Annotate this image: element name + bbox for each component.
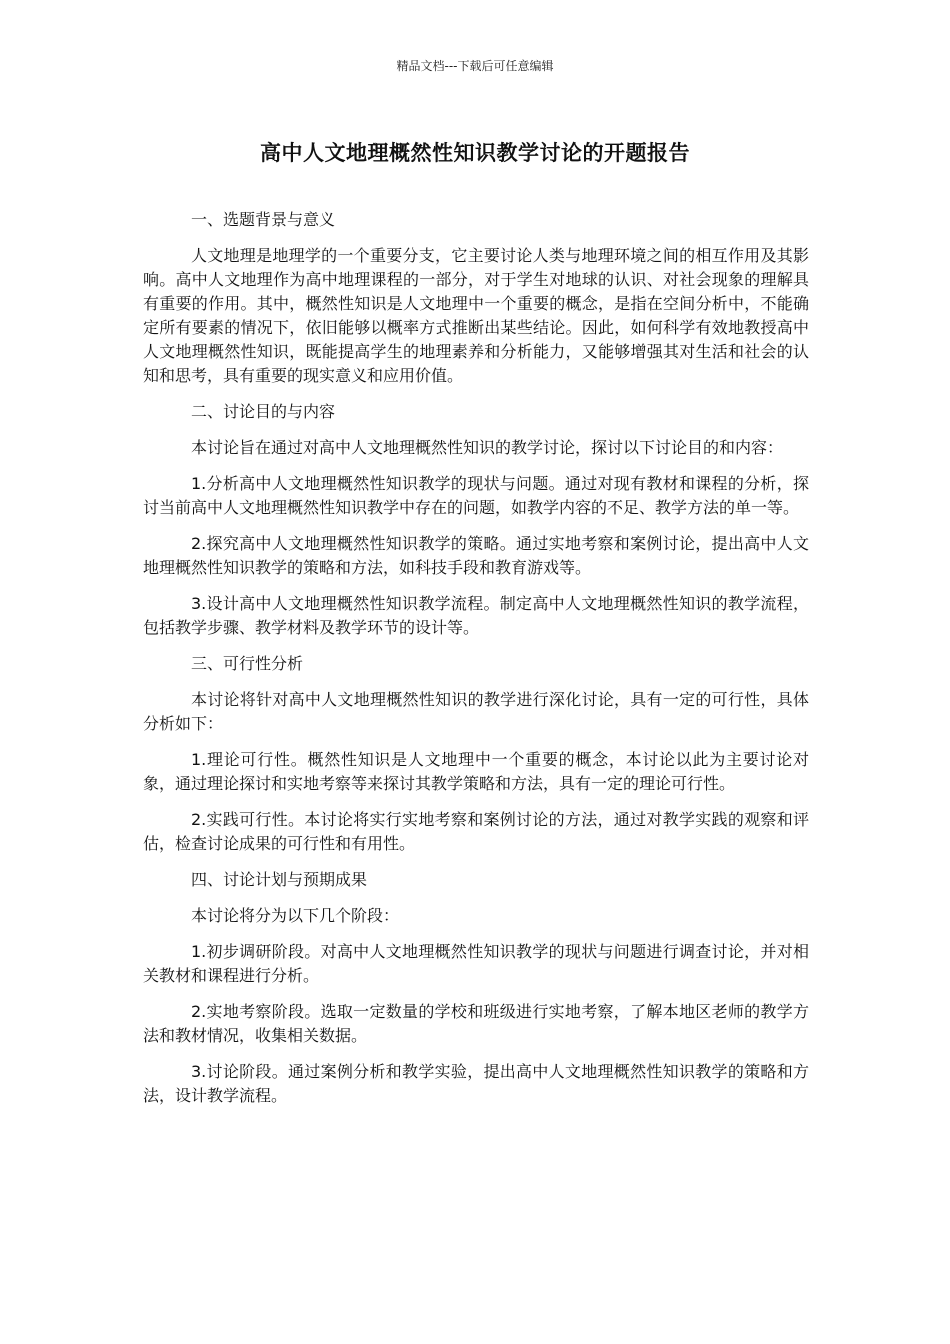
section-heading-objectives: 二、讨论目的与内容 — [191, 402, 336, 421]
objective-item-1: 1.分析高中人文地理概然性知识教学的现状与问题。通过对现有教材和课程的分析，探讨当前高中人文地理概然性知识教学中存在的问题，如教学内容的不足、教学方法的单一等。 — [143, 474, 809, 517]
feasibility-item-2: 2.实践可行性。本讨论将实行实地考察和案例讨论的方法，通过对教学实践的观察和评估，检查讨论成果的可行性和有用性。 — [143, 810, 809, 853]
document-body — [143, 208, 809, 1120]
background-paragraph: 人文地理是地理学的一个重要分支，它主要讨论人类与地理环境之间的相互作用及其影响。高中人文地理作为高中地理课程的一部分，对于学生对地球的认识、对社会现象的理解具有重要的作用。其中，概然性知识是人文地理中一个重要的概念，是指在空间分析中，不能确定所有要素的情况下，依旧能够以概率方式推断出某些结论。因此，如何科学有效地教授高中人文地理概然性知识，既能提高学生的地理素养和分析能力，又能够增强其对生活和社会的认知和思考，具有重要的现实意义和应用价值。 — [143, 246, 809, 385]
plan-intro-paragraph: 本讨论将分为以下几个阶段： — [191, 906, 400, 925]
objective-item-3: 3.设计高中人文地理概然性知识教学流程。制定高中人文地理概然性知识的教学流程，包括教学步骤、教学材料及教学环节的设计等。 — [143, 594, 809, 637]
document-title: 高中人文地理概然性知识教学讨论的开题报告 — [260, 141, 690, 165]
plan-item-1: 1.初步调研阶段。对高中人文地理概然性知识教学的现状与问题进行调查讨论，并对相关教材和课程进行分析。 — [143, 942, 809, 985]
plan-item-2: 2.实地考察阶段。选取一定数量的学校和班级进行实地考察，了解本地区老师的教学方法和教材情况，收集相关数据。 — [143, 1002, 809, 1045]
feasibility-item-1: 1.理论可行性。概然性知识是人文地理中一个重要的概念，本讨论以此为主要讨论对象，通过理论探讨和实地考察等来探讨其教学策略和方法，具有一定的理论可行性。 — [143, 750, 809, 793]
feasibility-intro-paragraph: 本讨论将针对高中人文地理概然性知识的教学进行深化讨论，具有一定的可行性，具体分析如下： — [143, 690, 809, 733]
page-header: 精品文档---下载后可任意编辑 — [396, 59, 554, 73]
section-heading-feasibility: 三、可行性分析 — [191, 654, 304, 673]
objective-item-2: 2.探究高中人文地理概然性知识教学的策略。通过实地考察和案例讨论，提出高中人文地理概然性知识教学的策略和方法，如科技手段和教育游戏等。 — [143, 534, 809, 577]
objectives-intro-paragraph: 本讨论旨在通过对高中人文地理概然性知识的教学讨论，探讨以下讨论目的和内容： — [191, 438, 784, 457]
plan-item-3: 3.讨论阶段。通过案例分析和教学实验，提出高中人文地理概然性知识教学的策略和方法，设计教学流程。 — [143, 1062, 809, 1105]
section-heading-background: 一、选题背景与意义 — [191, 210, 336, 229]
section-heading-plan: 四、讨论计划与预期成果 — [191, 870, 368, 889]
